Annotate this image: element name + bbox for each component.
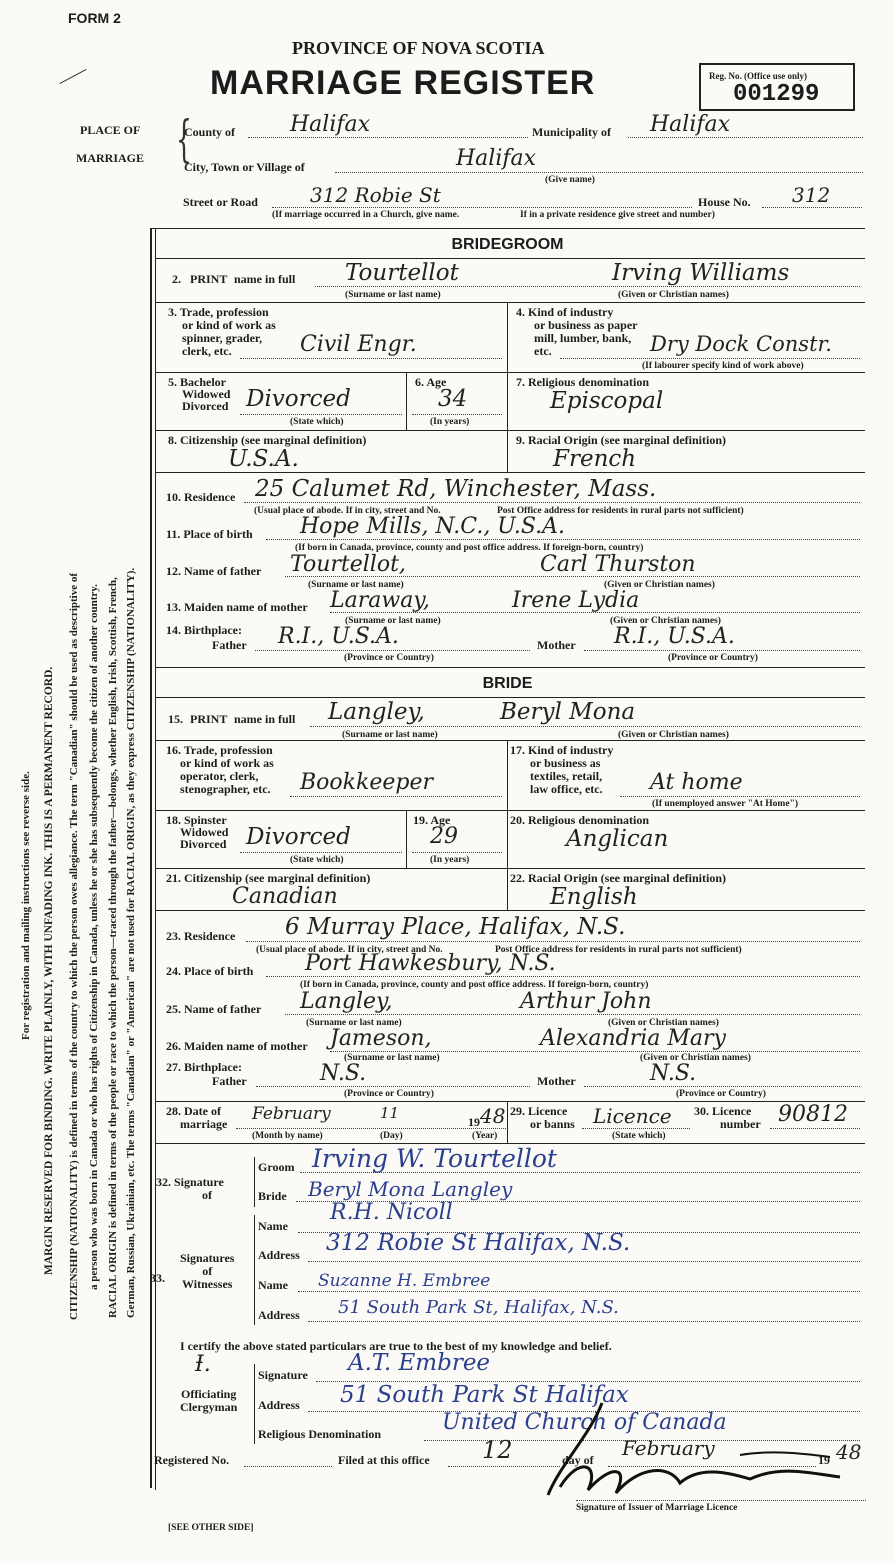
father-label: Father [212, 638, 247, 652]
bride-mother-bp: N.S. [650, 1061, 697, 1086]
city-line [335, 172, 863, 173]
divider [156, 1101, 865, 1102]
licence-no-line [770, 1128, 860, 1129]
groom-trade: Civil Engr. [300, 332, 417, 357]
bride-father-surname: Langley, [300, 989, 393, 1014]
licence-number: 90812 [778, 1102, 848, 1127]
state-which: (State which) [290, 855, 344, 865]
clergy-denomination: United Church of Canada [442, 1410, 727, 1435]
residence-line [244, 502, 860, 503]
given-note: (Given or Christian names) [608, 1018, 719, 1028]
divider [156, 810, 865, 811]
groom-label: Groom [258, 1160, 295, 1174]
groom-religion: Episcopal [550, 388, 664, 414]
prov-note: (Province or Country) [344, 653, 434, 663]
surname-note: (Surname or last name) [306, 1018, 402, 1028]
marriage-month: February [252, 1104, 331, 1124]
bride-industry: At home [650, 770, 743, 795]
name-label: Name [258, 1278, 288, 1292]
groom-status: Divorced [246, 386, 351, 412]
state-which: (State which) [290, 417, 344, 427]
bride-surname: Langley, [328, 699, 425, 725]
county-line [248, 137, 528, 138]
marriage-year: 48 [480, 1104, 506, 1128]
bride-birthplace-line [266, 976, 860, 977]
trade-line [240, 358, 502, 359]
field-22-label: 22. Racial Origin (see marginal definition) [510, 871, 726, 885]
bride-residence-line [246, 941, 860, 942]
field-14-label: 14. Birthplace: [166, 623, 242, 637]
given-note: (Given or Christian names) [604, 580, 715, 590]
margin-citizenship-def: CITIZENSHIP (NATIONALITY) is defined in terms of the country to which the person owes allegiance. The term "Canadian" should be used as descriptive of [68, 572, 80, 1320]
residence-note-b: Post Office address for residents in rural parts not sufficient) [497, 506, 744, 516]
field-15-print: PRINT [190, 712, 228, 726]
bride-name-line [310, 726, 860, 727]
margin-instructions: For registration and mailing instructions see reverse side. [20, 771, 32, 1040]
house-label: House No. [698, 195, 751, 209]
filed-day: 12 [482, 1436, 513, 1464]
divider [507, 302, 508, 372]
province-title: PROVINCE OF NOVA SCOTIA [292, 38, 545, 58]
divider [156, 697, 865, 698]
witness2-name: Suzanne H. Embree [318, 1271, 491, 1291]
age-line [412, 414, 502, 415]
field-15-label: name in full [234, 712, 296, 726]
bride-label: Bride [258, 1189, 287, 1203]
margin-racial-def: RACIAL ORIGIN is defined in terms of the people or race to which the person—traced through the father—belongs, whether English, Irish, Scottish, French, [107, 577, 119, 1318]
divider [156, 472, 865, 473]
divider [156, 430, 865, 431]
in-years: (In years) [430, 855, 470, 865]
field-11-label: 11. Place of birth [166, 527, 253, 541]
groom-name-line [315, 286, 860, 287]
registered-no-label: Registered No. [154, 1453, 230, 1467]
field-7-label: 7. Religious denomination [516, 375, 650, 389]
birthplace-line [266, 539, 860, 540]
place-of-label: PLACE OF [80, 123, 141, 137]
groom-mother-given: Irene Lydia [512, 588, 640, 613]
marriage-day: 11 [380, 1104, 400, 1122]
field-3-label: 3. Trade, profession or kind of work as spinner, grader, clerk, etc. [168, 305, 276, 358]
divider [156, 868, 865, 869]
surname-note: (Surname or last name) [345, 616, 441, 626]
bride-heading: BRIDE [482, 675, 533, 692]
prov-note: (Province or Country) [344, 1089, 434, 1099]
bride-age: 29 [430, 824, 458, 849]
status-line [240, 852, 402, 853]
field-18-label: 18. Spinster Widowed Divorced [166, 813, 229, 851]
field-25-label: 25. Name of father [166, 1002, 262, 1016]
residence-note-a: (Usual place of abode. If in city, street and No. [254, 506, 441, 516]
filed-year-prefix: 19 [818, 1453, 830, 1467]
groom-father-surname: Tourtellot, [290, 552, 406, 577]
birth-note: (If born in Canada, province, county and post office address. If foreign-born, country) [300, 980, 649, 990]
given-note: (Given or Christian names) [618, 730, 729, 740]
divider [254, 1364, 255, 1444]
field-2-print: PRINT [190, 272, 228, 286]
initials-mark: Ɨ. [195, 1352, 211, 1377]
bride-father-given: Arthur John [520, 989, 652, 1014]
clergy-signature: A.T. Embree [348, 1350, 491, 1376]
day-of-label: day of [562, 1453, 594, 1467]
bride-trade: Bookkeeper [300, 770, 433, 795]
reg-number-label: Reg. No. (Office use only) [709, 71, 807, 81]
in-years: (In years) [430, 417, 470, 427]
prov-note: (Province or Country) [676, 1089, 766, 1099]
witness2-address: 51 South Park St, Halifax, N.S. [338, 1297, 619, 1318]
field-28-label: 28. Date of marriage [166, 1104, 228, 1131]
witness1-address: 312 Robie St Halifax, N.S. [326, 1230, 631, 1256]
witness2-name-line [298, 1291, 860, 1292]
house-value: 312 [792, 183, 831, 207]
divider [254, 1157, 255, 1207]
bride-residence: 6 Murray Place, Halifax, N.S. [285, 914, 626, 940]
birth-note: (If born in Canada, province, county and post office address. If foreign-born, country) [295, 543, 644, 553]
issuer-label: Signature of Issuer of Marriage Licence [576, 1503, 738, 1513]
field-17-label: 17. Kind of industry or business as textiles, retail, law office, etc. [510, 743, 614, 796]
groom-given: Irving Williams [612, 260, 790, 286]
bride-status: Divorced [246, 824, 351, 850]
street-line [272, 207, 692, 208]
reg-number-box [699, 63, 855, 111]
clergy-address: 51 South Park St Halifax [340, 1382, 629, 1408]
field-23-label: 23. Residence [166, 929, 236, 943]
groom-birthplace: Hope Mills, N.C., U.S.A. [300, 514, 565, 539]
licence-type: Licence [593, 1104, 672, 1128]
field-9-label: 9. Racial Origin (see marginal definition) [516, 433, 726, 447]
street-label: Street or Road [183, 195, 258, 209]
filed-label: Filed at this office [338, 1453, 430, 1467]
residence-note-a: (Usual place of abode. If in city, street and No. [256, 945, 443, 955]
groom-age: 34 [438, 386, 468, 412]
field-33-num: 33. [150, 1271, 165, 1285]
city-label: City, Town or Village of [184, 160, 305, 174]
groom-surname: Tourtellot [345, 260, 459, 286]
field-16-label: 16. Trade, profession or kind of work as operator, clerk, stenographer, etc. [166, 743, 274, 796]
bride-father-line [285, 1014, 860, 1015]
field-12-label: 12. Name of father [166, 564, 262, 578]
field-26-label: 26. Maiden name of mother [166, 1039, 308, 1053]
field-32-label: 32. Signature of [156, 1175, 224, 1202]
issuer-signature [540, 1395, 870, 1505]
street-note-b: If in a private residence give street and number) [520, 210, 715, 220]
state-which: (State which) [612, 1131, 666, 1141]
groom-origin: French [553, 446, 637, 472]
divider [156, 372, 865, 373]
county-label: County of [184, 125, 236, 139]
divider [254, 1215, 255, 1325]
field-15-num: 15. [168, 712, 183, 726]
county-value: Halifax [290, 112, 371, 137]
bride-mother-surname: Jameson, [330, 1026, 432, 1051]
mother-label: Mother [537, 638, 576, 652]
divider [156, 258, 865, 259]
given-note: (Given or Christian names) [640, 1053, 751, 1063]
bride-citizenship: Canadian [232, 884, 338, 909]
field-30-label: 30. Licence number [694, 1104, 761, 1131]
bride-religion: Anglican [566, 826, 669, 852]
groom-citizenship: U.S.A. [228, 446, 299, 472]
field-21-label: 21. Citizenship (see marginal definition) [166, 871, 371, 885]
bride-given: Beryl Mona [500, 699, 636, 725]
divider [406, 810, 407, 868]
year-prefix: 19 [468, 1115, 480, 1129]
field-2-num: 2. [172, 272, 181, 286]
street-value: 312 Robie St [310, 183, 441, 207]
field-8-label: 8. Citizenship (see marginal definition) [168, 433, 367, 447]
bride-father-bp-line [256, 1086, 530, 1087]
margin-binding-note: MARGIN RESERVED FOR BINDING. WRITE PLAINLY, WITH UNFADING INK. THIS IS A PERMANENT RECORD. [43, 666, 55, 1275]
given-note: (Given or Christian names) [618, 290, 729, 300]
divider [156, 667, 865, 668]
municipality-label: Municipality of [532, 125, 612, 139]
mother-bp-line [584, 650, 860, 651]
rel-den-label: Religious Denomination [258, 1427, 382, 1441]
groom-industry: Dry Dock Constr. [650, 332, 832, 356]
bride-signature: Beryl Mona Langley [308, 1177, 513, 1201]
field-19-label: 19. Age [413, 813, 451, 827]
witness2-address-line [308, 1321, 860, 1322]
officiating-label: Officiating Clergyman [180, 1387, 238, 1414]
industry-note: (If labourer specify kind of work above) [642, 361, 804, 371]
residence-note-b: Post Office address for residents in rural parts not sufficient) [495, 945, 742, 955]
mother-label: Mother [537, 1074, 576, 1088]
marriage-label: MARRIAGE [76, 151, 144, 165]
divider [156, 740, 865, 741]
divider [507, 372, 508, 472]
address-label: Address [258, 1398, 300, 1412]
bridegroom-heading: BRIDEGROOM [451, 236, 564, 253]
house-line [762, 207, 862, 208]
stray-mark [60, 69, 87, 84]
industry-line [560, 358, 860, 359]
field-20-label: 20. Religious denomination [510, 813, 650, 827]
reg-number: 001299 [733, 81, 820, 108]
surname-note: (Surname or last name) [345, 290, 441, 300]
field-6-label: 6. Age [415, 375, 447, 389]
name-label: Name [258, 1219, 288, 1233]
bride-birthplace: Port Hawkesbury, N.S. [305, 951, 556, 976]
day-note: (Day) [380, 1131, 403, 1141]
prov-note: (Province or Country) [668, 653, 758, 663]
see-other-side: [SEE OTHER SIDE] [168, 1523, 254, 1533]
bride-father-bp: N.S. [320, 1061, 367, 1086]
groom-father-bp: R.I., U.S.A. [278, 624, 399, 649]
page-title: MARRIAGE REGISTER [210, 64, 596, 102]
filed-month: February [622, 1436, 715, 1460]
given-note: (Given or Christian names) [610, 616, 721, 626]
field-2-label: name in full [234, 272, 296, 286]
bride-trade-line [290, 796, 502, 797]
bride-mother-bp-line [584, 1086, 860, 1087]
frame-inner-line [155, 228, 156, 1490]
licence-line [582, 1128, 690, 1129]
field-13-label: 13. Maiden name of mother [166, 600, 308, 614]
age-line [412, 852, 502, 853]
father-label: Father [212, 1074, 247, 1088]
bride-mother-given: Alexandria Mary [540, 1026, 726, 1051]
bride-origin: English [550, 884, 638, 910]
registered-no-line [244, 1466, 332, 1467]
margin-citizenship-def2: a person who was born in Canada or who has rights of Citizenship in Canada, unless he or she has subsequently become the citizen of another country. [88, 584, 100, 1290]
surname-note: (Surname or last name) [308, 580, 404, 590]
month-note: (Month by name) [252, 1131, 323, 1141]
field-24-label: 24. Place of birth [166, 964, 254, 978]
certify-statement: I certify the above stated particulars are true to the best of my knowledge and belief. [180, 1339, 612, 1353]
year-note: (Year) [472, 1131, 498, 1141]
give-name-note: (Give name) [545, 175, 595, 185]
address-label: Address [258, 1248, 300, 1262]
surname-note: (Surname or last name) [344, 1053, 440, 1063]
groom-father-given: Carl Thurston [540, 552, 696, 577]
groom-signature: Irving W. Tourtellot [312, 1144, 557, 1173]
status-line [240, 414, 402, 415]
witness1-name: R.H. Nicoll [330, 1200, 453, 1225]
field-33-label: Signatures of Witnesses [180, 1251, 235, 1291]
address-label: Address [258, 1308, 300, 1322]
municipality-line [628, 137, 863, 138]
groom-mother-bp: R.I., U.S.A. [614, 624, 735, 649]
groom-residence: 25 Calumet Rd, Winchester, Mass. [255, 476, 657, 502]
divider [507, 740, 508, 810]
street-note-a: (If marriage occurred in a Church, give name. [272, 210, 460, 220]
field-4-label: 4. Kind of industry or business as paper mill, lumber, bank, etc. [516, 305, 638, 358]
brace: { [175, 110, 192, 168]
divider [507, 1101, 508, 1143]
date-line [236, 1128, 506, 1129]
field-10-label: 10. Residence [166, 490, 236, 504]
witness1-address-line [308, 1261, 860, 1262]
form-label: FORM 2 [68, 10, 121, 26]
field-29-label: 29. Licence or banns [510, 1104, 575, 1131]
divider [156, 302, 865, 303]
city-value: Halifax [456, 146, 537, 171]
industry-note: (If unemployed answer "At Home") [652, 799, 799, 809]
divider [507, 810, 508, 910]
signature-label: Signature [258, 1368, 308, 1382]
filed-year: 48 [836, 1440, 862, 1464]
divider [406, 372, 407, 430]
bride-industry-line [620, 796, 860, 797]
groom-mother-surname: Laraway, [330, 588, 430, 613]
margin-racial-def2: German, Russian, Ukrainian, etc. The terms "Canadian" or "American" are not used for RACIAL ORIGIN, as they express CITIZENSHIP (NATIONALITY). [125, 567, 137, 1318]
field-5-label: 5. Bachelor Widowed Divorced [168, 375, 231, 413]
field-27-label: 27. Birthplace: [166, 1060, 242, 1074]
father-bp-line [255, 650, 530, 651]
surname-note: (Surname or last name) [342, 730, 438, 740]
municipality-value: Halifax [650, 112, 731, 137]
divider [156, 910, 865, 911]
